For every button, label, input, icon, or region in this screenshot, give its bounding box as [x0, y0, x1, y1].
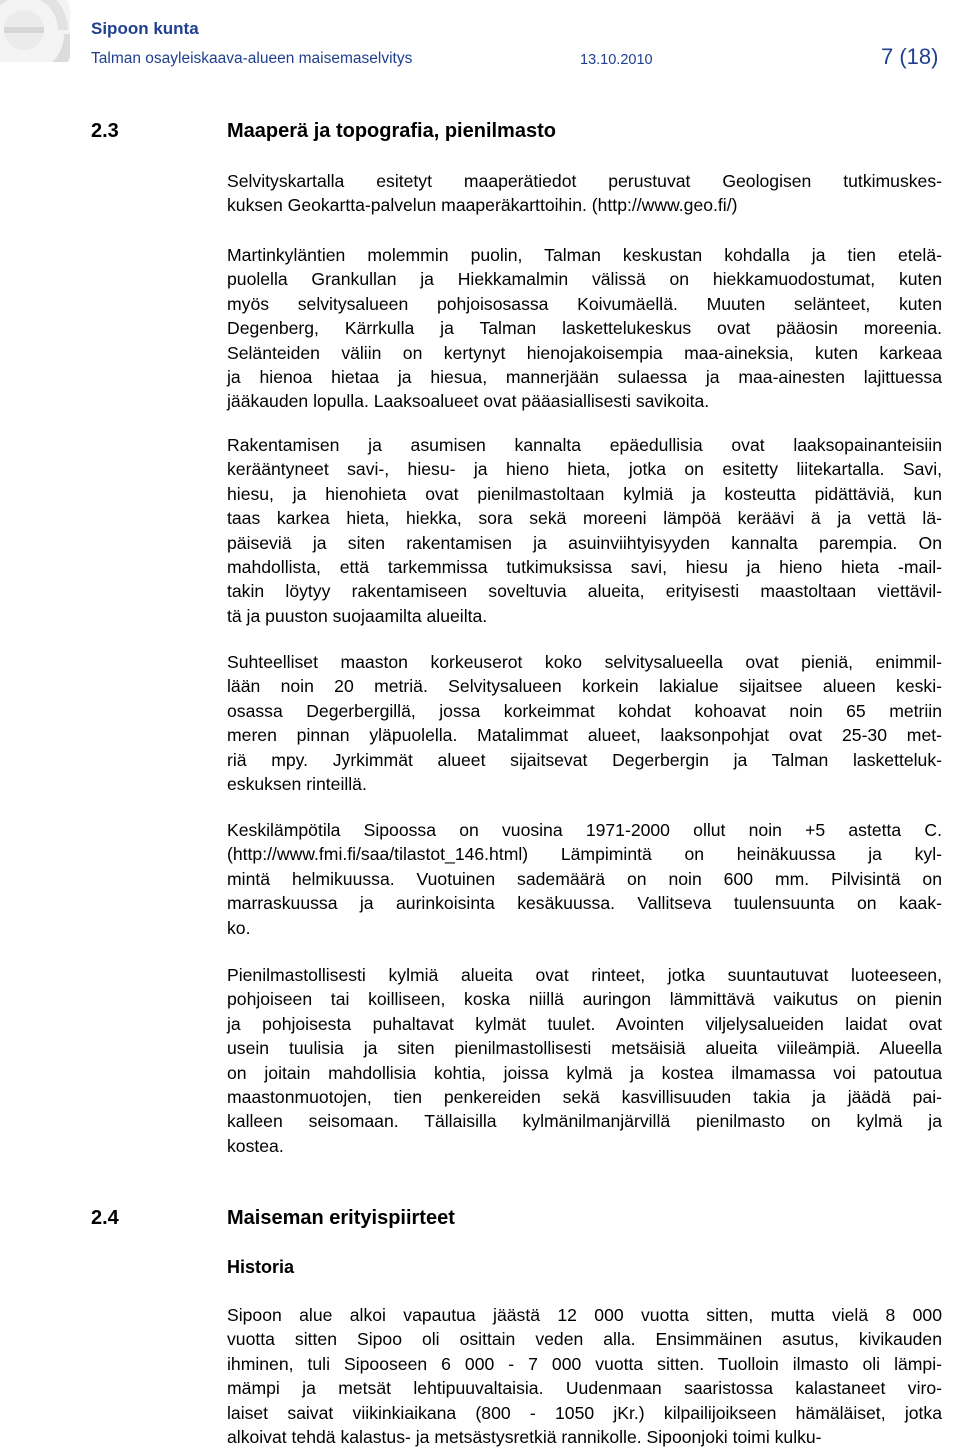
text-line: laiset saivat viikinkiaikana (800 - 1050 jKr.) kilpailijoikseen hämäläiset, jotka: [227, 1402, 942, 1423]
header-page-number: 7 (18): [881, 44, 939, 69]
text-line: ko.: [227, 917, 251, 938]
text-line: kostea.: [227, 1135, 284, 1156]
text-line: ihminen, tuli Sipooseen 6 000 - 7 000 vuotta sitten. Tuolloin ilmasto oli lämpi-: [227, 1353, 942, 1374]
text-line: Selvityskartalla esitetyt maaperätiedot perustuvat Geologisen tutkimuskes-: [227, 171, 942, 191]
text-line: puolella Grankullan ja Hiekkamalmin välissä on hiekkamuodostumat, kuten: [227, 269, 942, 290]
text-line: Martinkyläntien molemmin puolin, Talman keskustan kohdalla ja tien etelä-: [227, 245, 942, 265]
text-line: taas karkea hieta, hiekka, sora sekä moreeni lämpöä keräävi ä ja vettä lä-: [227, 508, 942, 529]
text-line: tä ja puuston suojaamilta alueilta.: [227, 605, 488, 626]
text-line: osassa Degerbergillä, jossa korkeimmat kohdat kohoavat noin 65 metriin: [227, 700, 942, 721]
text-line: Selänteiden väliin on kertynyt hienojakoisempia maa-aineksia, kuten karkeaa: [227, 342, 942, 363]
text-line: riä mpy. Jyrkimmät alueet sijaitsevat Degerbergin ja Talman lasketteluk-: [227, 749, 942, 770]
section-2-3-heading: [91, 118, 556, 144]
text-line: vuotta sitten Sipoo oli osittain veden alla. Ensimmäinen asutus, kivikauden: [227, 1329, 942, 1350]
paragraph: [227, 243, 942, 414]
header-organization: Sipoon kunta: [91, 19, 199, 38]
paragraph: [227, 1303, 942, 1449]
text-line: mintä helmikuussa. Vuotuinen sademäärä on noin 600 mm. Pilvisintä on: [227, 868, 942, 889]
text-line: pohjoiseen tai koilliseen, koska niillä auringon lämmittävä vaikutus on pienin: [227, 989, 942, 1010]
text-line: usein tuulisia ja siten pienilmastollisesti metsäisiä alueita viileämpiä. Alueella: [227, 1038, 942, 1059]
text-line: meren pinnan yläpuolella. Matalimmat alueet, laaksonpohjat ovat 25-30 met-: [227, 725, 942, 746]
section-title: Maiseman erityispiirteet: [227, 1207, 455, 1229]
text-line: Sipoon alue alkoi vapautua jäästä 12 000 vuotta sitten, mutta vielä 8 000: [227, 1305, 942, 1325]
text-line: Pienilmastollisesti kylmiä alueita ovat rinteet, jotka suuntautuvat luoteeseen,: [227, 965, 942, 985]
text-line: on joitain mahdollisia kohtia, joissa kylmä ja kostea ilmamassa voi patoutua: [227, 1062, 942, 1083]
text-line: ja pohjoisesta puhaltavat kylmät tuulet. Avointen viljelysalueiden laidat ovat: [227, 1013, 942, 1034]
text-line: Degenberg, Kärrkulla ja Talman laskettelukeskus ovat pääosin moreenia.: [227, 318, 942, 339]
text-line: jääkauden lopulla. Laaksoalueet ovat pääasiallisesti savikoita.: [227, 391, 710, 412]
paragraph: [227, 650, 942, 796]
subheading-historia: Historia: [227, 1257, 295, 1277]
text-line: hiesu, ja hienohieta ovat pienilmastoltaan kylmiä ja kosteutta pidättäviä, kun: [227, 483, 942, 504]
text-line: ja hienoa hietaa ja hiesua, mannerjään sulaessa ja maa-ainesten lajittuessa: [227, 366, 942, 387]
text-line: päiseviä ja siten rakentamisen ja asuinviihtyisyyden kannalta parempia. On: [227, 532, 942, 553]
municipality-logo-icon: [0, 0, 70, 62]
section-2-4-heading: [91, 1205, 455, 1231]
text-line: eskuksen rinteillä.: [227, 773, 367, 794]
text-line: (http://www.fmi.fi/saa/tilastot_146.html) Lämpimintä on heinäkuussa ja kyl-: [227, 844, 942, 865]
text-line: maastonmuotojen, tien penkereiden sekä kasvillisuuden takia ja jäädä pai-: [227, 1086, 942, 1107]
paragraph: [227, 818, 942, 940]
section-number: 2.3: [91, 120, 119, 142]
text-line: Suhteelliset maaston korkeuserot koko selvitysalueella ovat pieniä, enimmil-: [227, 652, 942, 672]
paragraph: [227, 433, 942, 628]
text-line: marraskuussa ja aurinkoisinta kesäkuussa. Vallitseva tuulensuunta on kaak-: [227, 893, 942, 914]
text-line: myös selvitysalueen pohjoisosassa Koivumäellä. Muuten selänteet, kuten: [227, 293, 942, 314]
text-line: kerääntyneet savi-, hiesu- ja hieno hieta, jotka on esitetty liitekartalla. Savi,: [227, 459, 942, 480]
text-line: kuksen Geokartta-palvelun maaperäkarttoihin. (http://www.geo.fi/): [227, 195, 738, 216]
paragraph: [227, 963, 942, 1158]
text-line: mahdollista, että tarkemmissa tutkimuksissa savi, hiesu ja hieno hieta -mail-: [227, 556, 942, 577]
text-line: kalleen seisomaan. Tällaisilla kylmänilmanjärvillä pienilmasto on kylmä ja: [227, 1111, 942, 1132]
text-line: mämpi ja metsät lehtipuuvaltaisia. Uudenmaan saaristossa kalastaneet viro-: [227, 1378, 942, 1399]
text-line: alkoivat tehdä kalastus- ja metsästysretkiä rannikolle. Sipoonjoki toimi kulku-: [227, 1426, 822, 1447]
section-number: 2.4: [91, 1207, 119, 1229]
text-line: lään noin 20 metriä. Selvitysalueen korkein lakialue sijaitsee alueen keski-: [227, 676, 942, 697]
paragraph: [227, 169, 942, 218]
text-line: takin löytyy rakentamiseen soveltuvia alueita, erityisesti maastoltaan viettävil-: [227, 581, 942, 602]
text-line: Rakentamisen ja asumisen kannalta epäedullisia ovat laaksopainanteisiin: [227, 435, 942, 455]
header-document-title: Talman osayleiskaava-alueen maisemaselvitys: [91, 50, 413, 67]
text-line: Keskilämpötila Sipoossa on vuosina 1971-2000 ollut noin +5 astetta C.: [227, 820, 942, 840]
header-date: 13.10.2010: [580, 52, 653, 68]
section-title: Maaperä ja topografia, pienilmasto: [227, 120, 556, 142]
